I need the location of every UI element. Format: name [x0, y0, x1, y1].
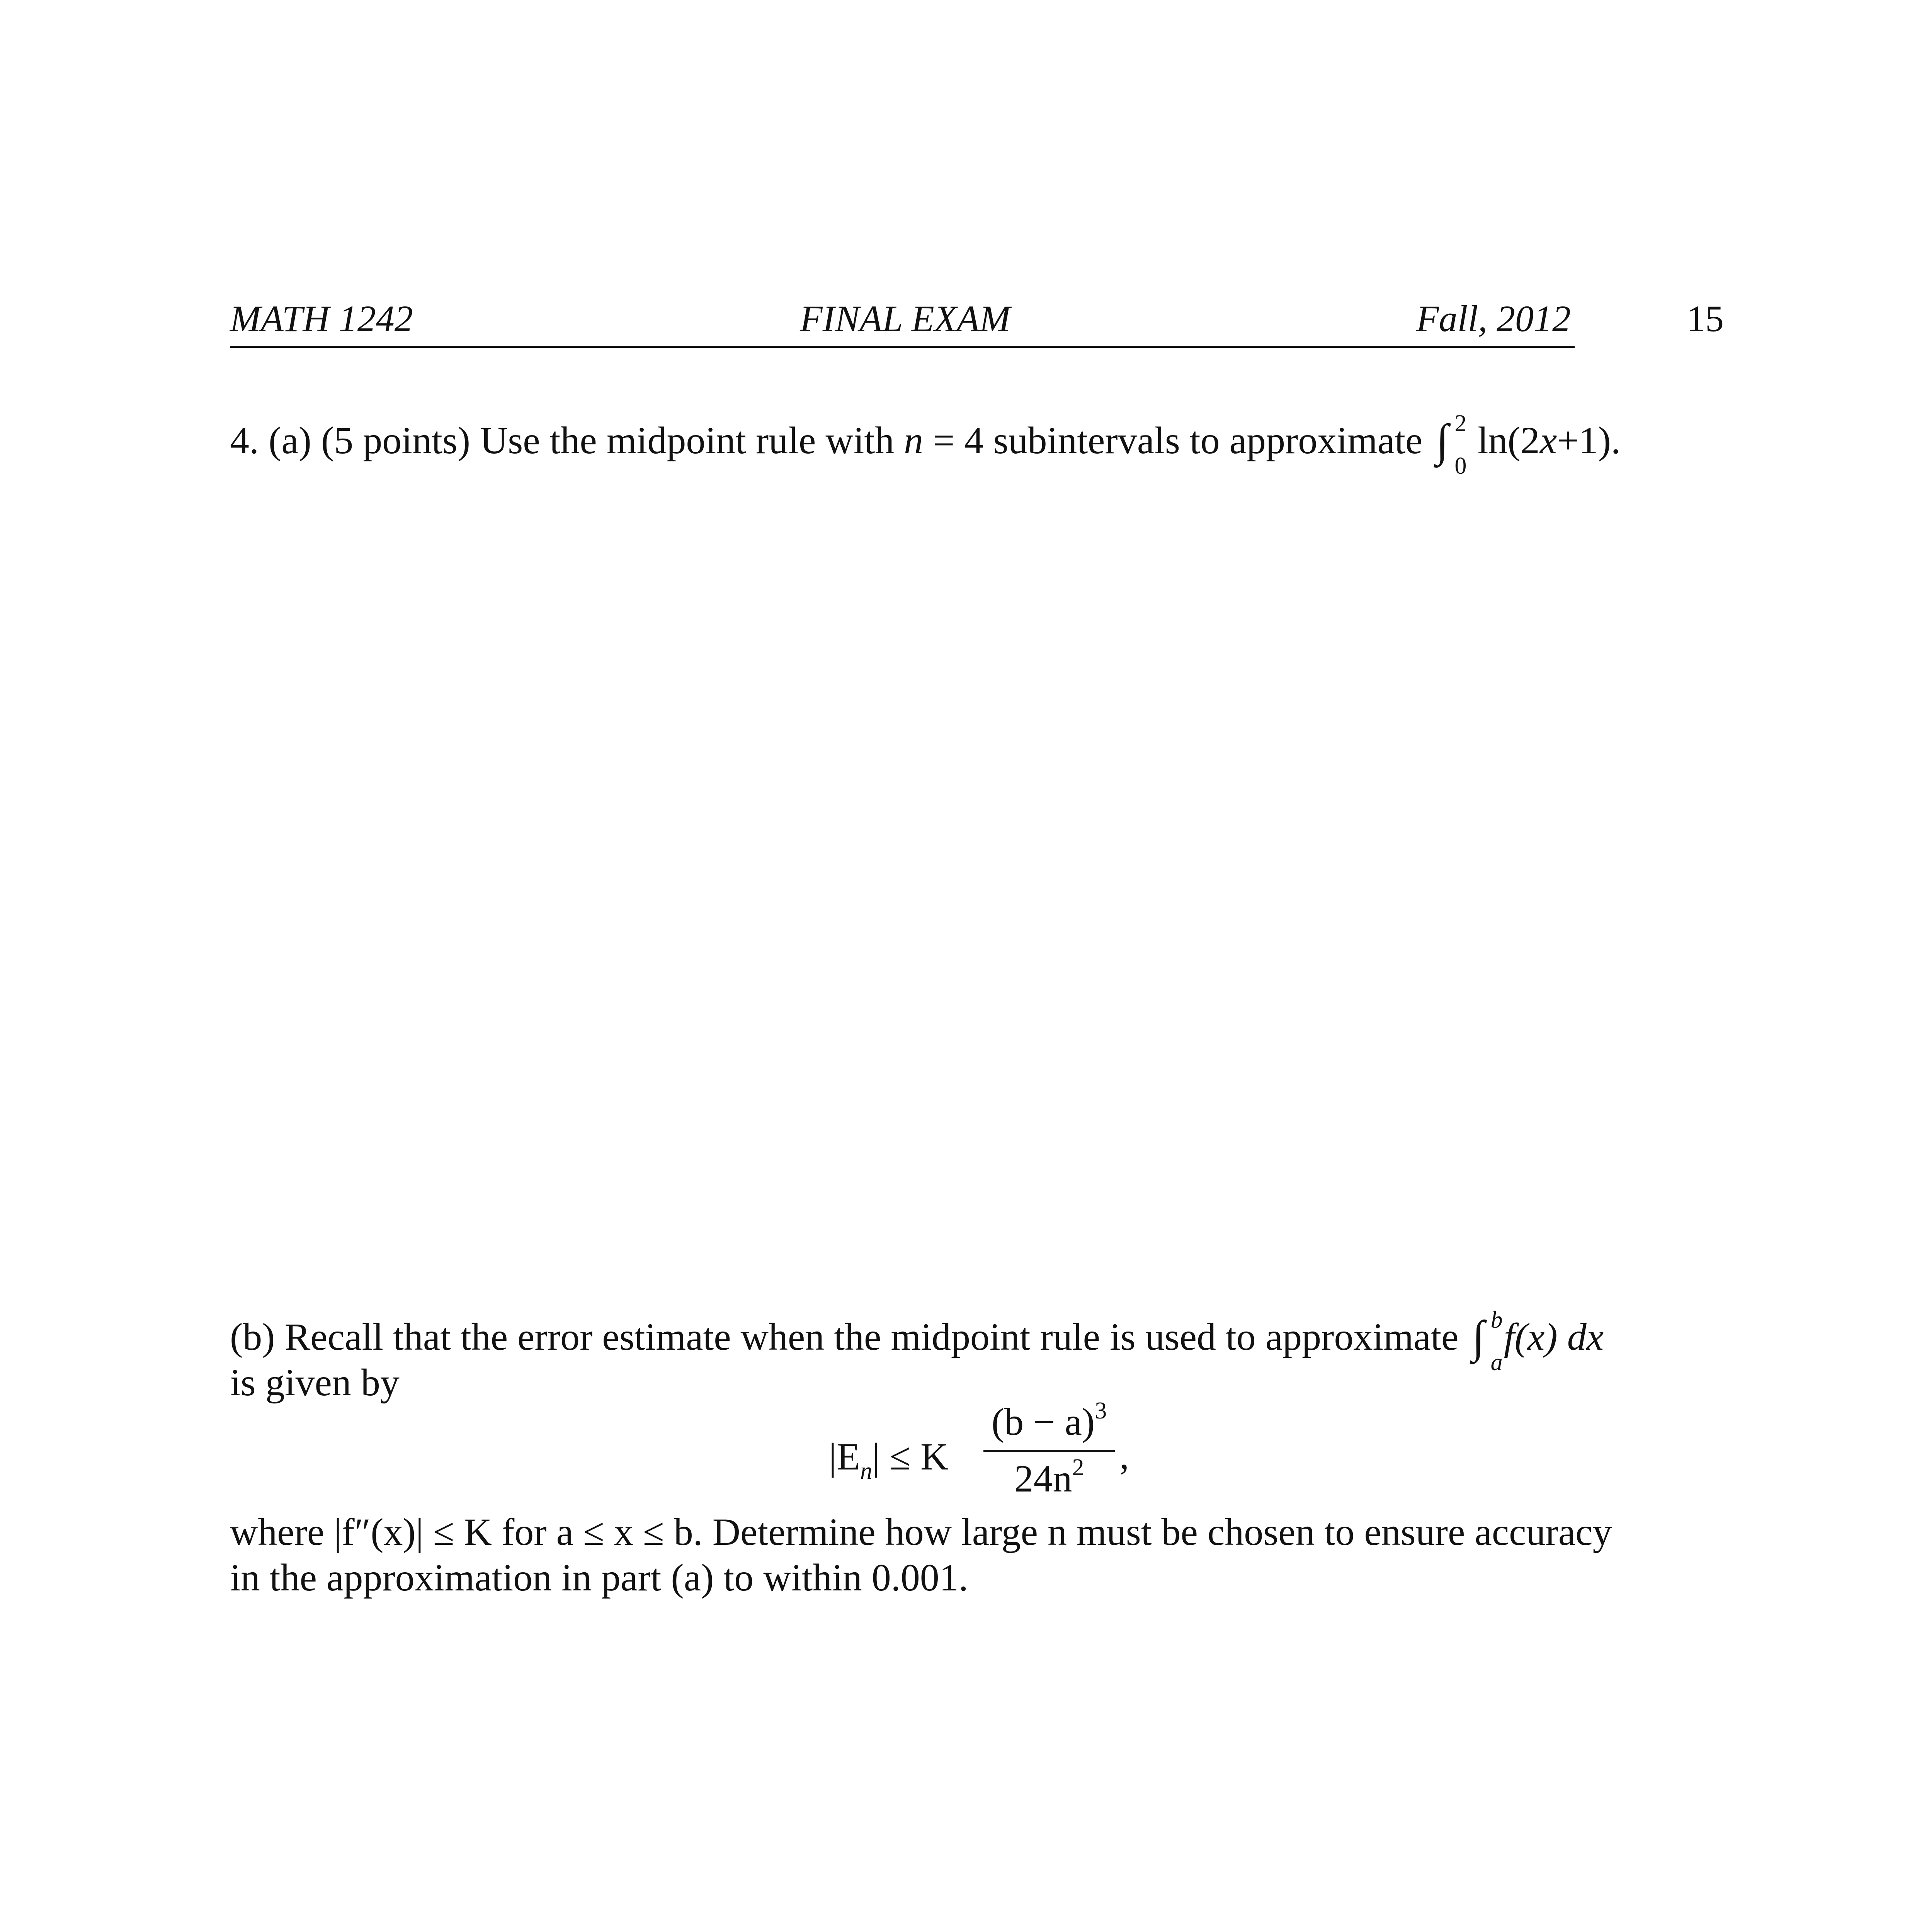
problem-4b-line-3: where |f″(x)| ≤ K for a ≤ x ≤ b. Determine how large n must be chosen to ensure accuracy [230, 1510, 1612, 1553]
integrand-end: +1). [1557, 419, 1621, 462]
variable-n: n [904, 419, 924, 462]
integrand-variable: x [1539, 419, 1557, 462]
formula-denominator [983, 1456, 1115, 1502]
formula-lhs-subscript: n [860, 1458, 873, 1484]
formula-numerator-exponent: 3 [1095, 1398, 1107, 1424]
integral-sign: ∫ 2 0 [1436, 417, 1448, 464]
integrand: f(x) dx [1504, 1315, 1604, 1358]
formula-numerator-text: (b − a) [991, 1400, 1095, 1443]
error-bound-formula [829, 1399, 1177, 1515]
integral-sign: ∫ b a [1472, 1314, 1485, 1360]
header-course: MATH 1242 [230, 298, 413, 339]
problem-4a-text-2: = 4 subintervals to approximate [923, 419, 1432, 462]
formula-denominator-exponent: 2 [1072, 1454, 1084, 1481]
formula-lhs-open: |E [829, 1435, 861, 1478]
integral-upper-limit: b [1490, 1307, 1503, 1333]
integral-lower-limit: a [1490, 1349, 1503, 1376]
formula-numerator [983, 1399, 1115, 1445]
problem-4b-text: (b) Recall that the error estimate when the midpoint rule is used to approximate [230, 1315, 1468, 1358]
integral-lower-limit: 0 [1454, 453, 1467, 479]
problem-4a-text: 4. (a) (5 points) Use the midpoint rule with [230, 419, 904, 462]
problem-4b-line-4: in the approximation in part (a) to within 0.001. [230, 1556, 968, 1599]
formula-lhs-close: | ≤ K [872, 1435, 949, 1478]
formula-denominator-text: 24n [1014, 1457, 1072, 1500]
formula-fraction [983, 1399, 1115, 1502]
integral-upper-limit: 2 [1454, 410, 1467, 437]
header-term: Fall, 2012 [1416, 298, 1571, 339]
formula-lhs [829, 1434, 949, 1484]
integrand-start: ln(2 [1468, 419, 1540, 462]
problem-4b-line-2: is given by [230, 1361, 400, 1404]
problem-4b-line-1 [230, 1307, 1725, 1376]
problem-4a-statement [230, 410, 1725, 479]
page-number: 15 [1687, 298, 1724, 339]
header-rule [230, 346, 1575, 348]
fraction-bar [983, 1450, 1115, 1452]
header-exam-title: FINAL EXAM [800, 298, 1010, 339]
formula-comma: , [1119, 1434, 1129, 1477]
